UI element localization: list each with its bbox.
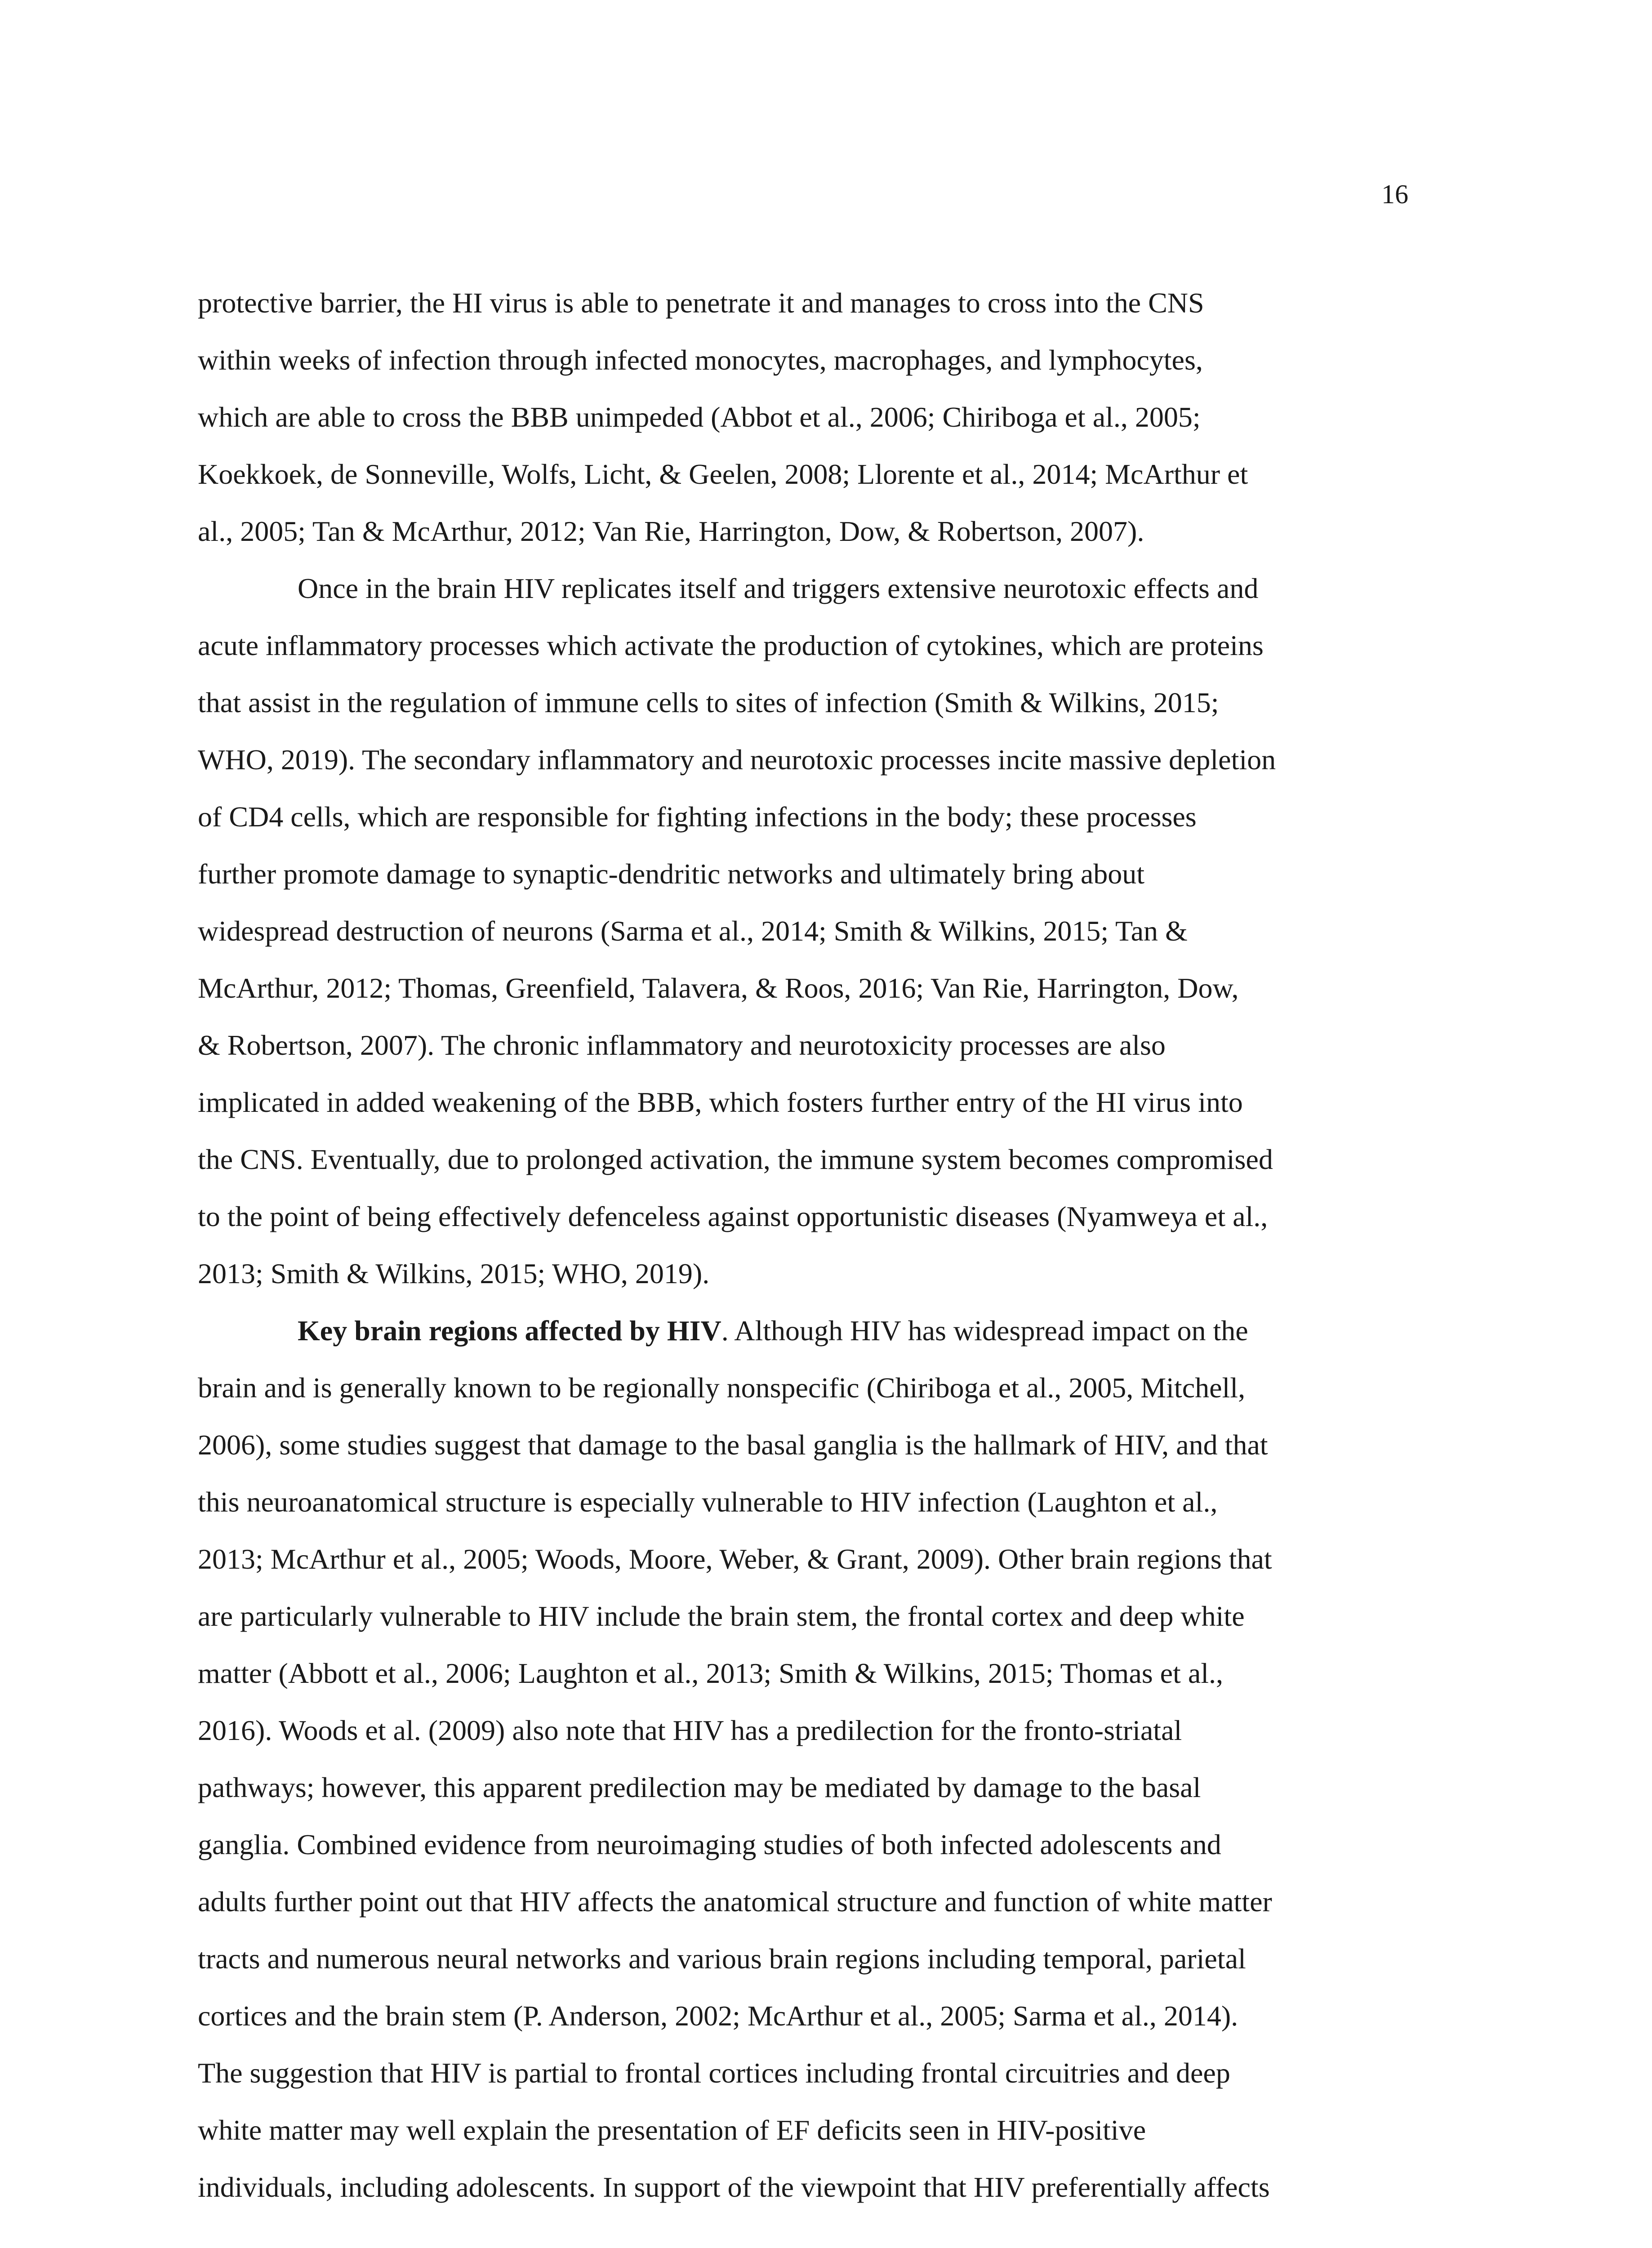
text-line bbox=[198, 1302, 1452, 1359]
text-line: protective barrier, the HI virus is able to penetrate it and manages to cross into the CNS bbox=[198, 287, 1204, 319]
text-line: 2016). Woods et al. (2009) also note that HIV has a predilection for the fronto-striatal bbox=[198, 1714, 1182, 1746]
body-text bbox=[198, 274, 1452, 2216]
text-line: ganglia. Combined evidence from neuroimaging studies of both infected adolescents and bbox=[198, 1829, 1221, 1860]
paragraph-cns-effects bbox=[198, 560, 1452, 1302]
page-number: 16 bbox=[1381, 179, 1408, 209]
text-line: individuals, including adolescents. In support of the viewpoint that HIV preferentially affects bbox=[198, 2171, 1270, 2203]
text-line: to the point of being effectively defenceless against opportunistic diseases (Nyamweya et al., bbox=[198, 1200, 1268, 1232]
text-line: adults further point out that HIV affects the anatomical structure and function of white matter bbox=[198, 1886, 1272, 1918]
paragraph-continuation bbox=[198, 274, 1452, 560]
text-line: cortices and the brain stem (P. Anderson, 2002; McArthur et al., 2005; Sarma et al., 2014). bbox=[198, 2000, 1238, 2032]
text-line: matter (Abbott et al., 2006; Laughton et al., 2013; Smith & Wilkins, 2015; Thomas et al., bbox=[198, 1657, 1223, 1689]
text-line: white matter may well explain the presentation of EF deficits seen in HIV-positive bbox=[198, 2114, 1146, 2146]
text-line: implicated in added weakening of the BBB, which fosters further entry of the HI virus into bbox=[198, 1086, 1243, 1118]
paragraph-key-brain-regions bbox=[198, 1302, 1452, 2216]
text-line: The suggestion that HIV is partial to frontal cortices including frontal circuitries and deep bbox=[198, 2057, 1230, 2089]
text-line: of CD4 cells, which are responsible for fighting infections in the body; these processes bbox=[198, 801, 1197, 833]
text-line: tracts and numerous neural networks and various brain regions including temporal, parietal bbox=[198, 1943, 1246, 1975]
text-line: Koekkoek, de Sonneville, Wolfs, Licht, & Geelen, 2008; Llorente et al., 2014; McArthur et bbox=[198, 458, 1248, 490]
text-line: Once in the brain HIV replicates itself and triggers extensive neurotoxic effects and bbox=[298, 572, 1259, 604]
text-line: pathways; however, this apparent predilection may be mediated by damage to the basal bbox=[198, 1771, 1201, 1803]
text-line: WHO, 2019). The secondary inflammatory and neurotoxic processes incite massive depletion bbox=[198, 744, 1276, 776]
text-line: which are able to cross the BBB unimpeded (Abbot et al., 2006; Chiriboga et al., 2005; bbox=[198, 401, 1201, 433]
text-line: acute inflammatory processes which activate the production of cytokines, which are proteins bbox=[198, 629, 1264, 661]
heading-line-text: . Although HIV has widespread impact on the bbox=[721, 1315, 1248, 1347]
text-line: brain and is generally known to be regionally nonspecific (Chiriboga et al., 2005, Mitchell, bbox=[198, 1372, 1246, 1404]
text-line: within weeks of infection through infected monocytes, macrophages, and lymphocytes, bbox=[198, 344, 1203, 376]
text-line: & Robertson, 2007). The chronic inflammatory and neurotoxicity processes are also bbox=[198, 1029, 1166, 1061]
text-line: al., 2005; Tan & McArthur, 2012; Van Rie, Harrington, Dow, & Robertson, 2007). bbox=[198, 515, 1144, 547]
text-line: McArthur, 2012; Thomas, Greenfield, Talavera, & Roos, 2016; Van Rie, Harrington, Dow, bbox=[198, 972, 1239, 1004]
text-line: 2013; Smith & Wilkins, 2015; WHO, 2019). bbox=[198, 1258, 710, 1289]
text-line: that assist in the regulation of immune cells to sites of infection (Smith & Wilkins, 2015; bbox=[198, 687, 1219, 718]
text-line: the CNS. Eventually, due to prolonged activation, the immune system becomes compromised bbox=[198, 1143, 1273, 1175]
text-line: further promote damage to synaptic-dendritic networks and ultimately bring about bbox=[198, 858, 1145, 890]
text-line: are particularly vulnerable to HIV include the brain stem, the frontal cortex and deep white bbox=[198, 1600, 1245, 1632]
section-heading: Key brain regions affected by HIV bbox=[298, 1315, 721, 1347]
text-line: this neuroanatomical structure is especially vulnerable to HIV infection (Laughton et al., bbox=[198, 1486, 1218, 1518]
text-line: widespread destruction of neurons (Sarma et al., 2014; Smith & Wilkins, 2015; Tan & bbox=[198, 915, 1188, 947]
text-line: 2006), some studies suggest that damage to the basal ganglia is the hallmark of HIV, and that bbox=[198, 1429, 1268, 1461]
text-line: 2013; McArthur et al., 2005; Woods, Moore, Weber, & Grant, 2009). Other brain regions that bbox=[198, 1543, 1272, 1575]
